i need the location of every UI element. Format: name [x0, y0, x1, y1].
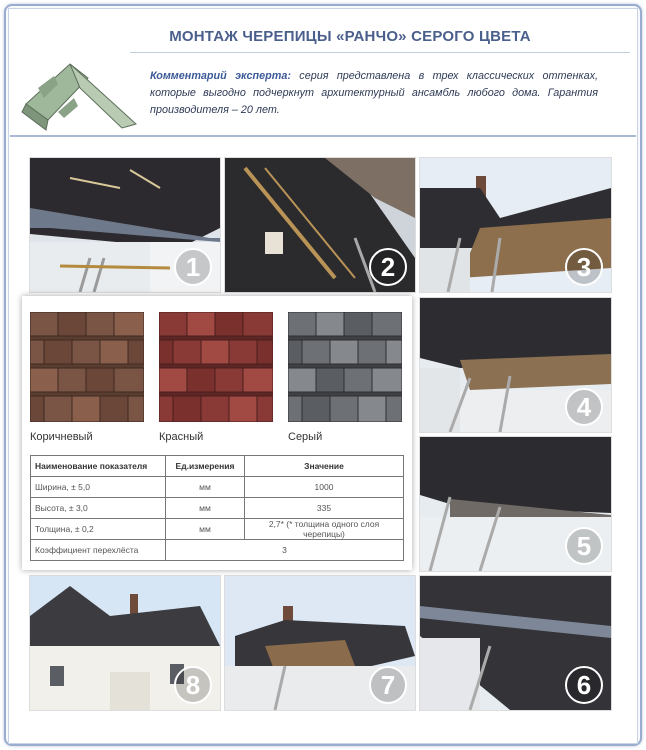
photo-number-5: 5 — [565, 527, 603, 565]
install-photo-4 — [419, 297, 612, 433]
roof-ridge-icon — [18, 58, 142, 132]
photo-number-6: 6 — [565, 666, 603, 704]
swatch-label-red: Красный — [159, 431, 204, 443]
install-photo-6 — [419, 575, 612, 711]
install-photo-2 — [224, 157, 416, 293]
spec-table — [30, 455, 404, 561]
expert-comment-label: Комментарий эксперта: — [150, 70, 291, 82]
spec-header-name: Наименование показателя — [31, 456, 166, 477]
photo-number-4: 4 — [565, 388, 603, 426]
page-title: МОНТАЖ ЧЕРЕПИЦЫ «РАНЧО» СЕРОГО ЦВЕТА — [169, 28, 531, 45]
expert-comment — [150, 68, 598, 119]
photo-number-7: 7 — [369, 666, 407, 704]
spec-cell-name: Толщина, ± 0,2 — [31, 519, 166, 540]
title-divider — [130, 52, 630, 53]
spec-cell-name: Высота, ± 3,0 — [31, 498, 166, 519]
table-row — [31, 498, 404, 519]
spec-cell-value: 1000 — [245, 477, 404, 498]
install-photo-1 — [29, 157, 221, 293]
table-row — [31, 540, 404, 561]
spec-table-header — [31, 456, 404, 477]
swatch-label-gray: Серый — [288, 431, 323, 443]
install-photo-8 — [29, 575, 221, 711]
photo-number-3: 3 — [565, 248, 603, 286]
install-photo-5 — [419, 436, 612, 572]
shingle-colors-panel — [22, 296, 412, 570]
photo-number-1: 1 — [174, 248, 212, 286]
spec-cell-unit: мм — [166, 519, 245, 540]
photo-number-8: 8 — [174, 666, 212, 704]
expert-comment-text: серия представлена в трех классических оттенках, которые выгодно подчеркнут архитектурный ансамбль любого дома. Гарантия производителя – 20 лет. — [150, 70, 598, 116]
table-row — [31, 477, 404, 498]
spec-cell-name: Коэффициент перехлёста — [31, 540, 166, 561]
spec-cell-unit: мм — [166, 477, 245, 498]
spec-cell-value: 3 — [166, 540, 404, 561]
photo-number-2: 2 — [369, 248, 407, 286]
swatch-label-brown: Коричневый — [30, 431, 93, 443]
spec-cell-unit: мм — [166, 498, 245, 519]
install-photo-3 — [419, 157, 612, 293]
swatch-brown — [30, 312, 144, 422]
spec-header-unit: Ед.измерения — [166, 456, 245, 477]
header-divider — [10, 135, 636, 137]
install-photo-7 — [224, 575, 416, 711]
table-row — [31, 519, 404, 540]
swatch-gray — [288, 312, 402, 422]
swatch-red — [159, 312, 273, 422]
spec-cell-value: 2,7* (* толщина одного слоя черепицы) — [245, 519, 404, 540]
spec-header-value: Значение — [245, 456, 404, 477]
spec-cell-name: Ширина, ± 5,0 — [31, 477, 166, 498]
spec-cell-value: 335 — [245, 498, 404, 519]
